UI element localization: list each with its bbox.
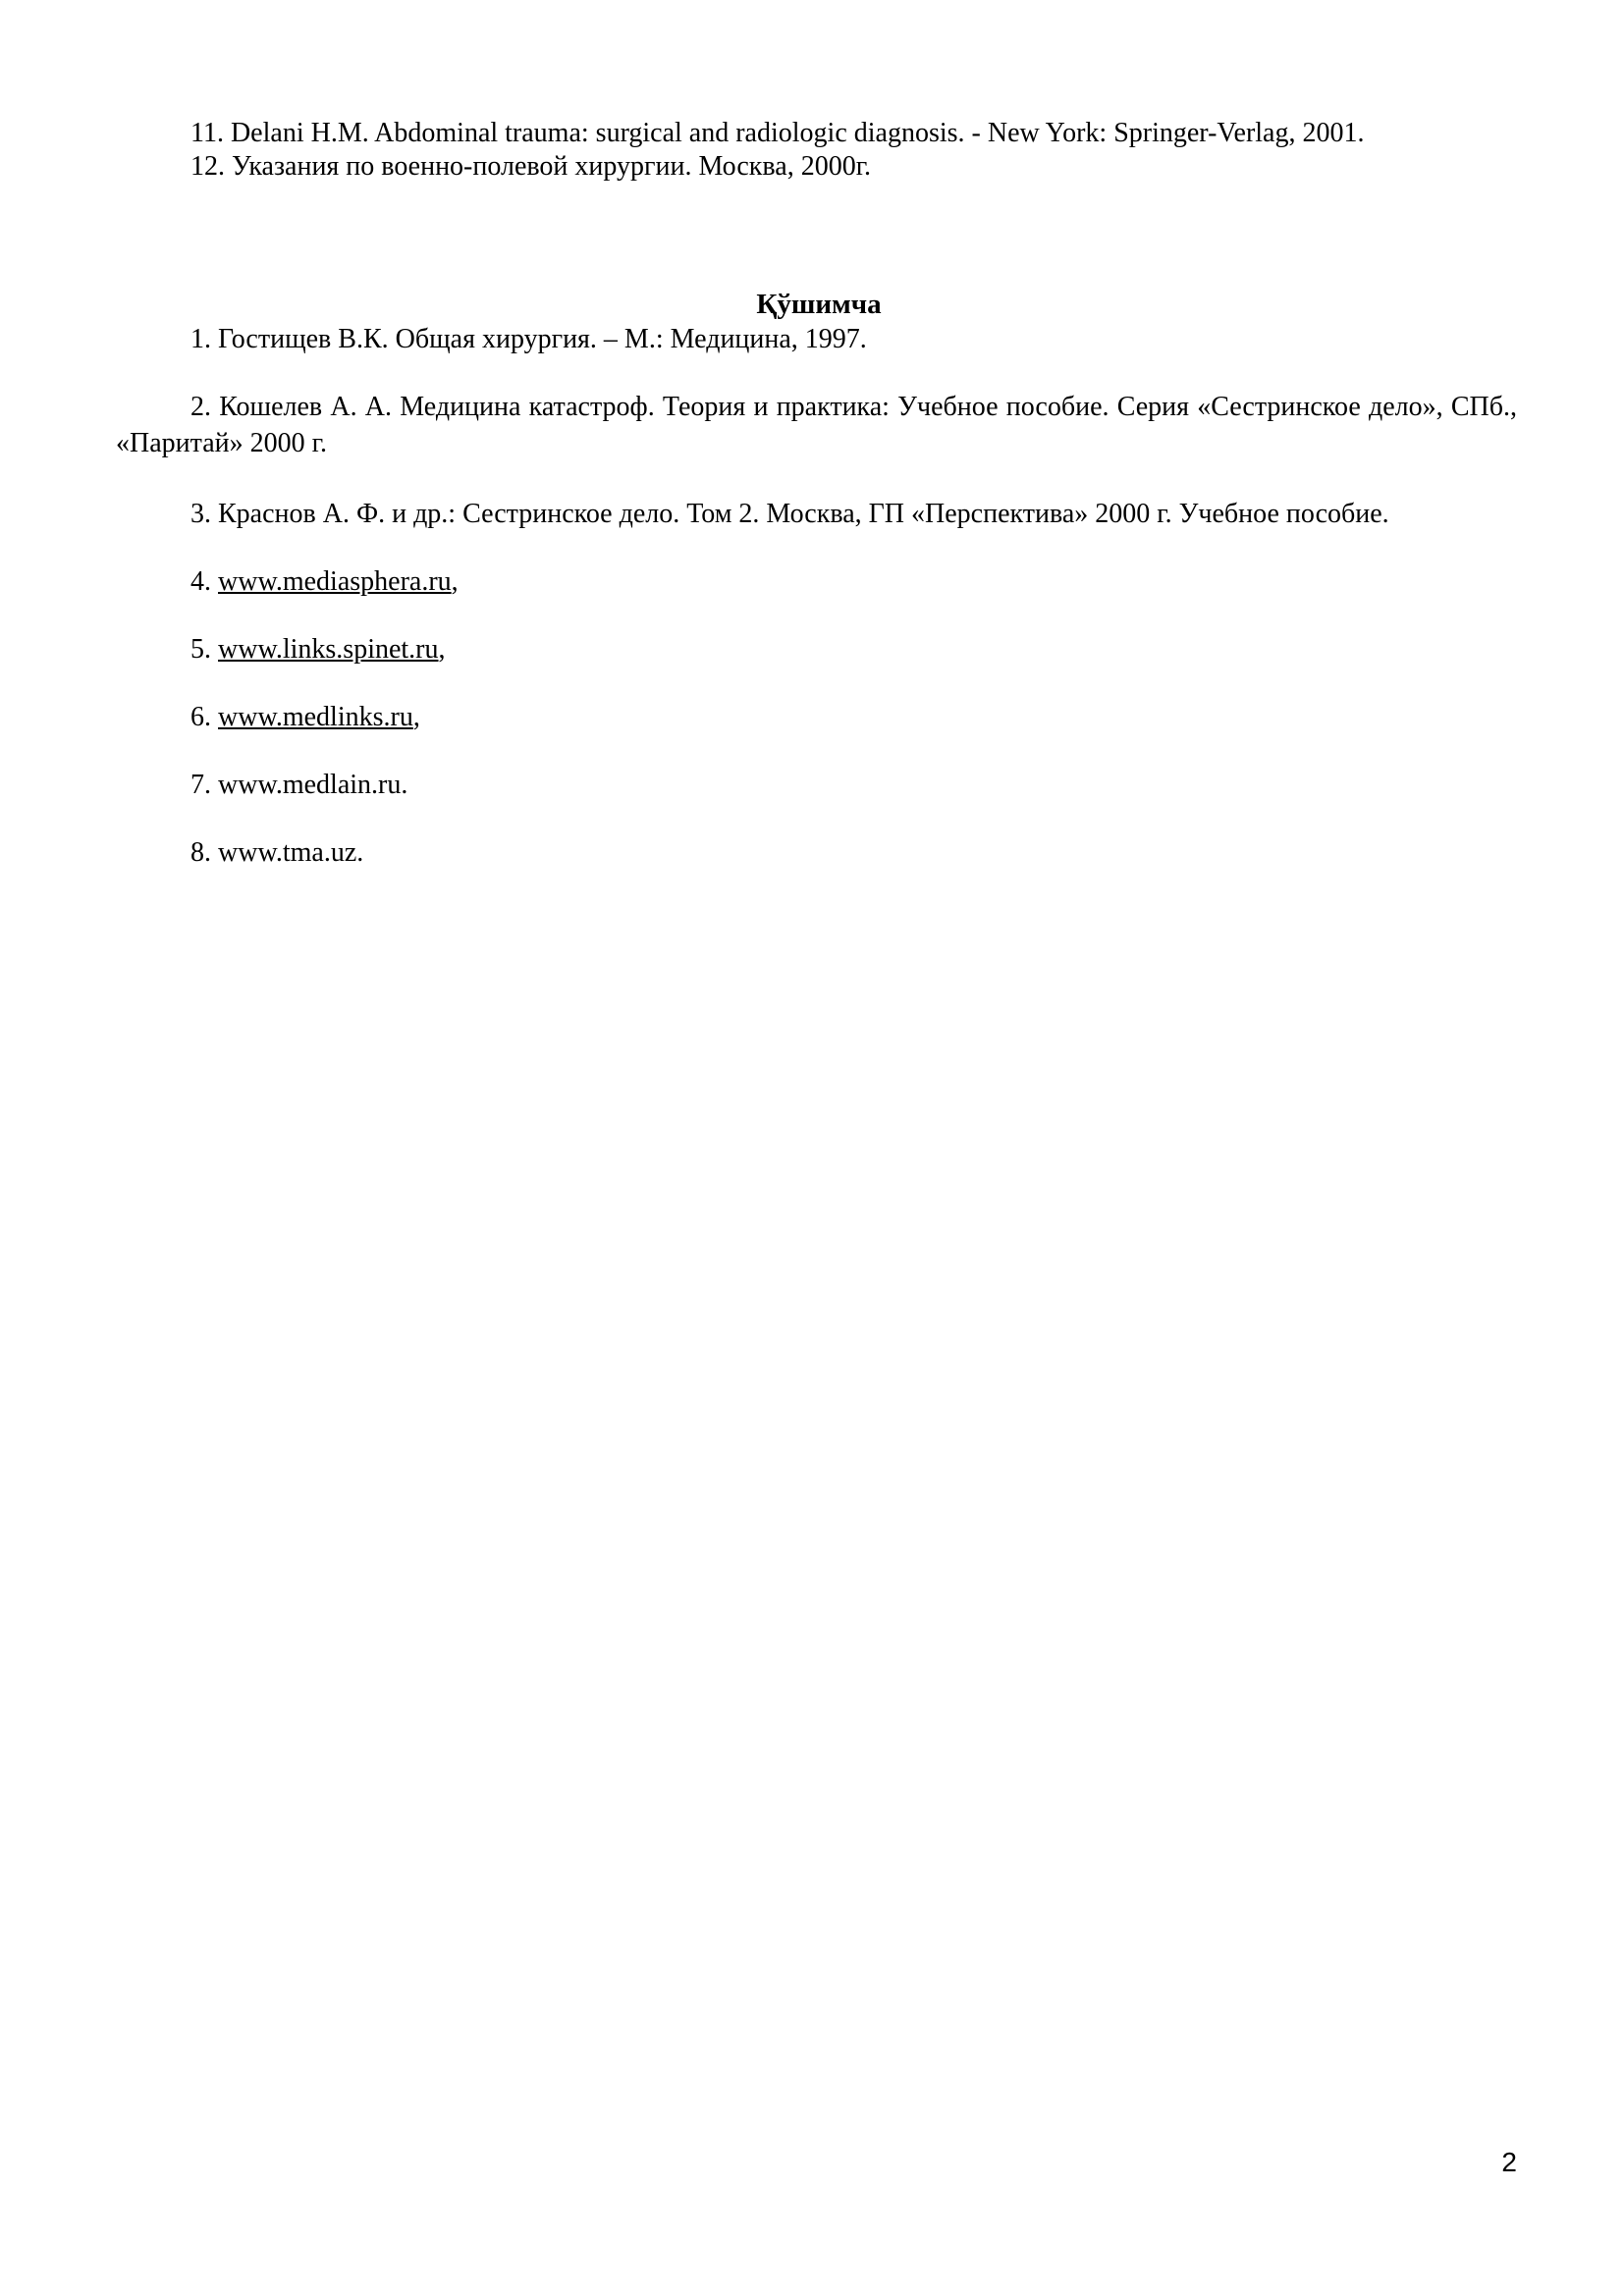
appendix-item-4	[190, 565, 459, 599]
appendix-item-6-number: 6.	[190, 702, 218, 732]
appendix-item-4-suffix: ,	[451, 566, 459, 597]
appendix-item-4-number: 4.	[190, 566, 218, 597]
appendix-item-3: 3. Краснов А. Ф. и др.: Сестринское дело. Том 2. Москва, ГП «Перспектива» 2000 г. Учебное пособие.	[190, 499, 1389, 529]
reference-item-12: 12. Указания по военно-полевой хирургии. Москва, 2000г.	[190, 151, 872, 182]
appendix-item-6-suffix: ,	[412, 702, 420, 732]
appendix-item-5-suffix: ,	[438, 634, 446, 665]
links-spinet-link[interactable]: www.links.spinet.ru	[218, 634, 439, 665]
appendix-heading-text: Қўшимча	[756, 289, 882, 320]
page-number: 2	[1501, 2147, 1517, 2177]
mediasphera-link[interactable]: www.mediasphera.ru	[218, 566, 452, 597]
appendix-item-8: 8. www.tma.uz.	[190, 837, 364, 868]
appendix-item-2: 2. Кошелев А. А. Медицина катастроф. Теория и практика: Учебное пособие. Серия «Сестринское дело», СПб., «Паритай» 2000 г.	[116, 392, 1517, 458]
medlinks-link[interactable]: www.medlinks.ru	[218, 702, 413, 732]
appendix-item-1: 1. Гостищев В.К. Общая хирургия. – М.: Медицина, 1997.	[190, 324, 867, 354]
appendix-item-7: 7. www.medlain.ru.	[190, 770, 408, 800]
appendix-item-5	[190, 633, 446, 667]
reference-item-11: 11. Delani H.M. Abdominal trauma: surgical and radiologic diagnosis. - New York: Springer-Verlag, 2001.	[190, 118, 1365, 148]
appendix-heading	[0, 288, 1624, 321]
appendix-item-6	[190, 701, 420, 734]
appendix-item-5-number: 5.	[190, 634, 218, 665]
